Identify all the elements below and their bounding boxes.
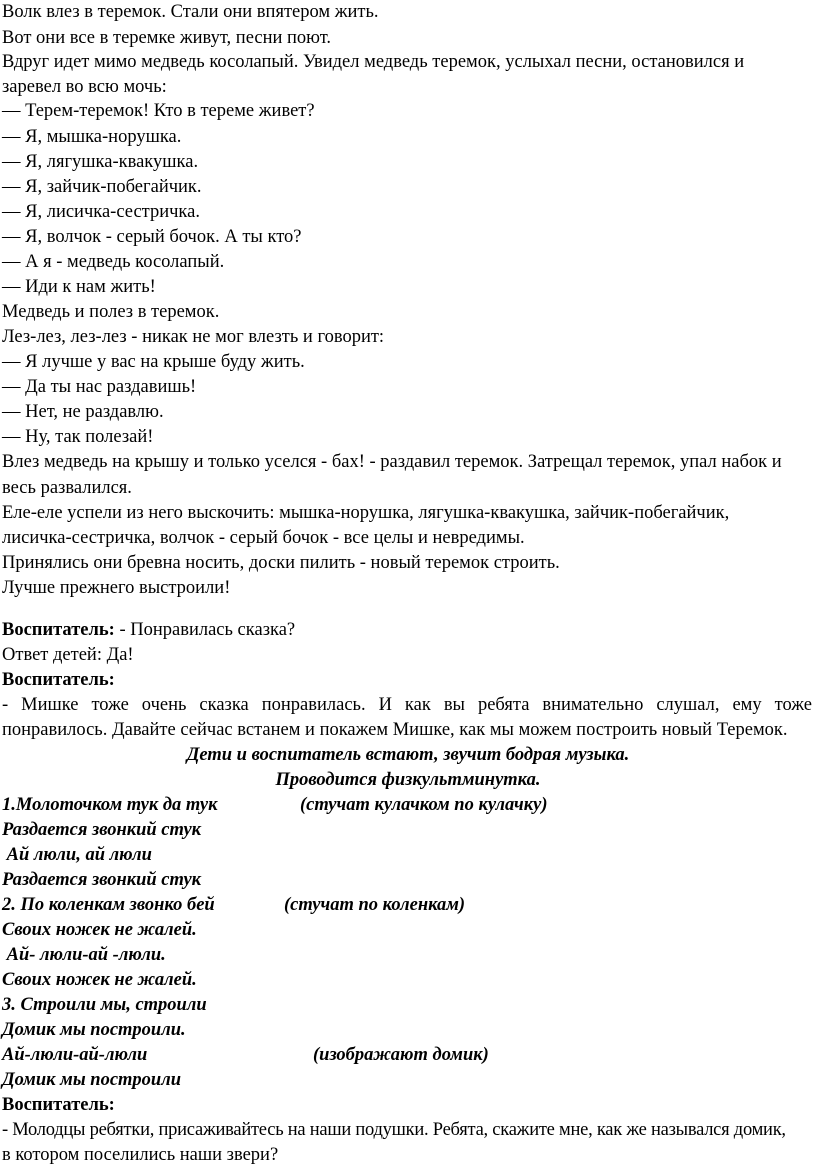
verse-text: 2. По коленкам звонко бей — [2, 895, 215, 915]
verse-action: (стучат кулачком по кулачку) — [300, 795, 548, 815]
story-line: Медведь и полез в теремок. — [2, 302, 220, 322]
story-line: — Я, лягушка-квакушка. — [2, 152, 199, 172]
exercise-line: Домик мы построили. — [2, 1020, 186, 1040]
exercise-line — [2, 893, 812, 917]
exercise-line: 3. Строили мы, строили — [2, 995, 207, 1015]
story-line: Вот они все в теремке живут, песни поют. — [2, 28, 332, 48]
story-line: весь развалился. — [2, 478, 132, 498]
story-line: — Я, лисичка-сестричка. — [2, 202, 200, 222]
speaker-label: Воспитатель: — [2, 670, 115, 690]
teacher-speech: в котором поселились наши звери? — [2, 1145, 279, 1165]
story-line: Еле-еле успели из него выскочить: мышка-норушка, лягушка-квакушка, зайчик-побегайчик, — [2, 503, 730, 523]
stage-direction: Проводится физкультминутка. — [275, 770, 541, 790]
exercise-line: Своих ножек не жалей. — [2, 970, 197, 990]
speaker-label: Воспитатель: — [2, 1095, 115, 1115]
story-line: Влез медведь на крышу и только уселся - бах! - раздавил теремок. Затрещал теремок, упал набок и — [2, 452, 782, 472]
story-line: — Терем-теремок! Кто в тереме живет? — [2, 101, 315, 121]
children-answer: Ответ детей: Да! — [2, 645, 134, 665]
teacher-speech: - Мишке тоже очень сказка понравилась. И как вы ребята внимательно слушал, ему тоже — [2, 695, 812, 715]
story-line: — Нет, не раздавлю. — [2, 402, 164, 422]
verse-action: (стучат по коленкам) — [284, 895, 466, 915]
story-line: — Иди к нам жить! — [2, 277, 156, 297]
story-line: — Я лучше у вас на крыше буду жить. — [2, 352, 305, 372]
exercise-line: Раздается звонкий стук — [2, 870, 202, 890]
teacher-question — [2, 618, 812, 642]
story-line: Вдруг идет мимо медведь косолапый. Увидел медведь теремок, услыхал песни, остановился и — [2, 52, 745, 72]
story-line: — Я, волчок - серый бочок. А ты кто? — [2, 227, 302, 247]
exercise-line: Своих ножек не жалей. — [2, 920, 197, 940]
story-line: — А я - медведь косолапый. — [2, 252, 225, 272]
exercise-line: Домик мы построили — [2, 1070, 181, 1090]
story-line: — Я, зайчик-побегайчик. — [2, 177, 202, 197]
question-text: - Понравилась сказка? — [114, 620, 296, 640]
story-line: — Ну, так полезай! — [2, 427, 154, 447]
verse-text: 1.Молоточком тук да тук — [2, 795, 218, 815]
verse-action: (изображают домик) — [313, 1045, 489, 1065]
story-line: Лез-лез, лез-лез - никак не мог влезть и говорит: — [2, 327, 385, 347]
teacher-speech: понравилось. Давайте сейчас встанем и покажем Мишке, как мы можем построить новый Теремок. — [2, 720, 788, 740]
exercise-line: Ай люли, ай люли — [2, 845, 152, 865]
speaker-label: Воспитатель: — [2, 620, 115, 640]
story-line: Принялись они бревна носить, доски пилить - новый теремок строить. — [2, 553, 560, 573]
exercise-line: Ай- люли-ай -люли. — [2, 945, 166, 965]
exercise-line: Раздается звонкий стук — [2, 820, 202, 840]
exercise-line — [2, 793, 812, 817]
story-line: Лучше прежнего выстроили! — [2, 578, 231, 598]
story-line: — Да ты нас раздавишь! — [2, 377, 197, 397]
story-line: Волк влез в теремок. Стали они впятером жить. — [2, 2, 379, 22]
story-line: заревел во всю мочь: — [2, 77, 167, 97]
exercise-line — [2, 1043, 812, 1067]
verse-text: Ай-люли-ай-люли — [2, 1045, 148, 1065]
stage-direction: Дети и воспитатель встают, звучит бодрая музыка. — [186, 745, 630, 765]
story-line: лисичка-сестричка, волчок - серый бочок - все целы и невредимы. — [2, 528, 525, 548]
teacher-speech: - Молодцы ребятки, присаживайтесь на наши подушки. Ребята, скажите мне, как же назывался домик, — [2, 1120, 786, 1140]
story-line: — Я, мышка-норушка. — [2, 127, 182, 147]
